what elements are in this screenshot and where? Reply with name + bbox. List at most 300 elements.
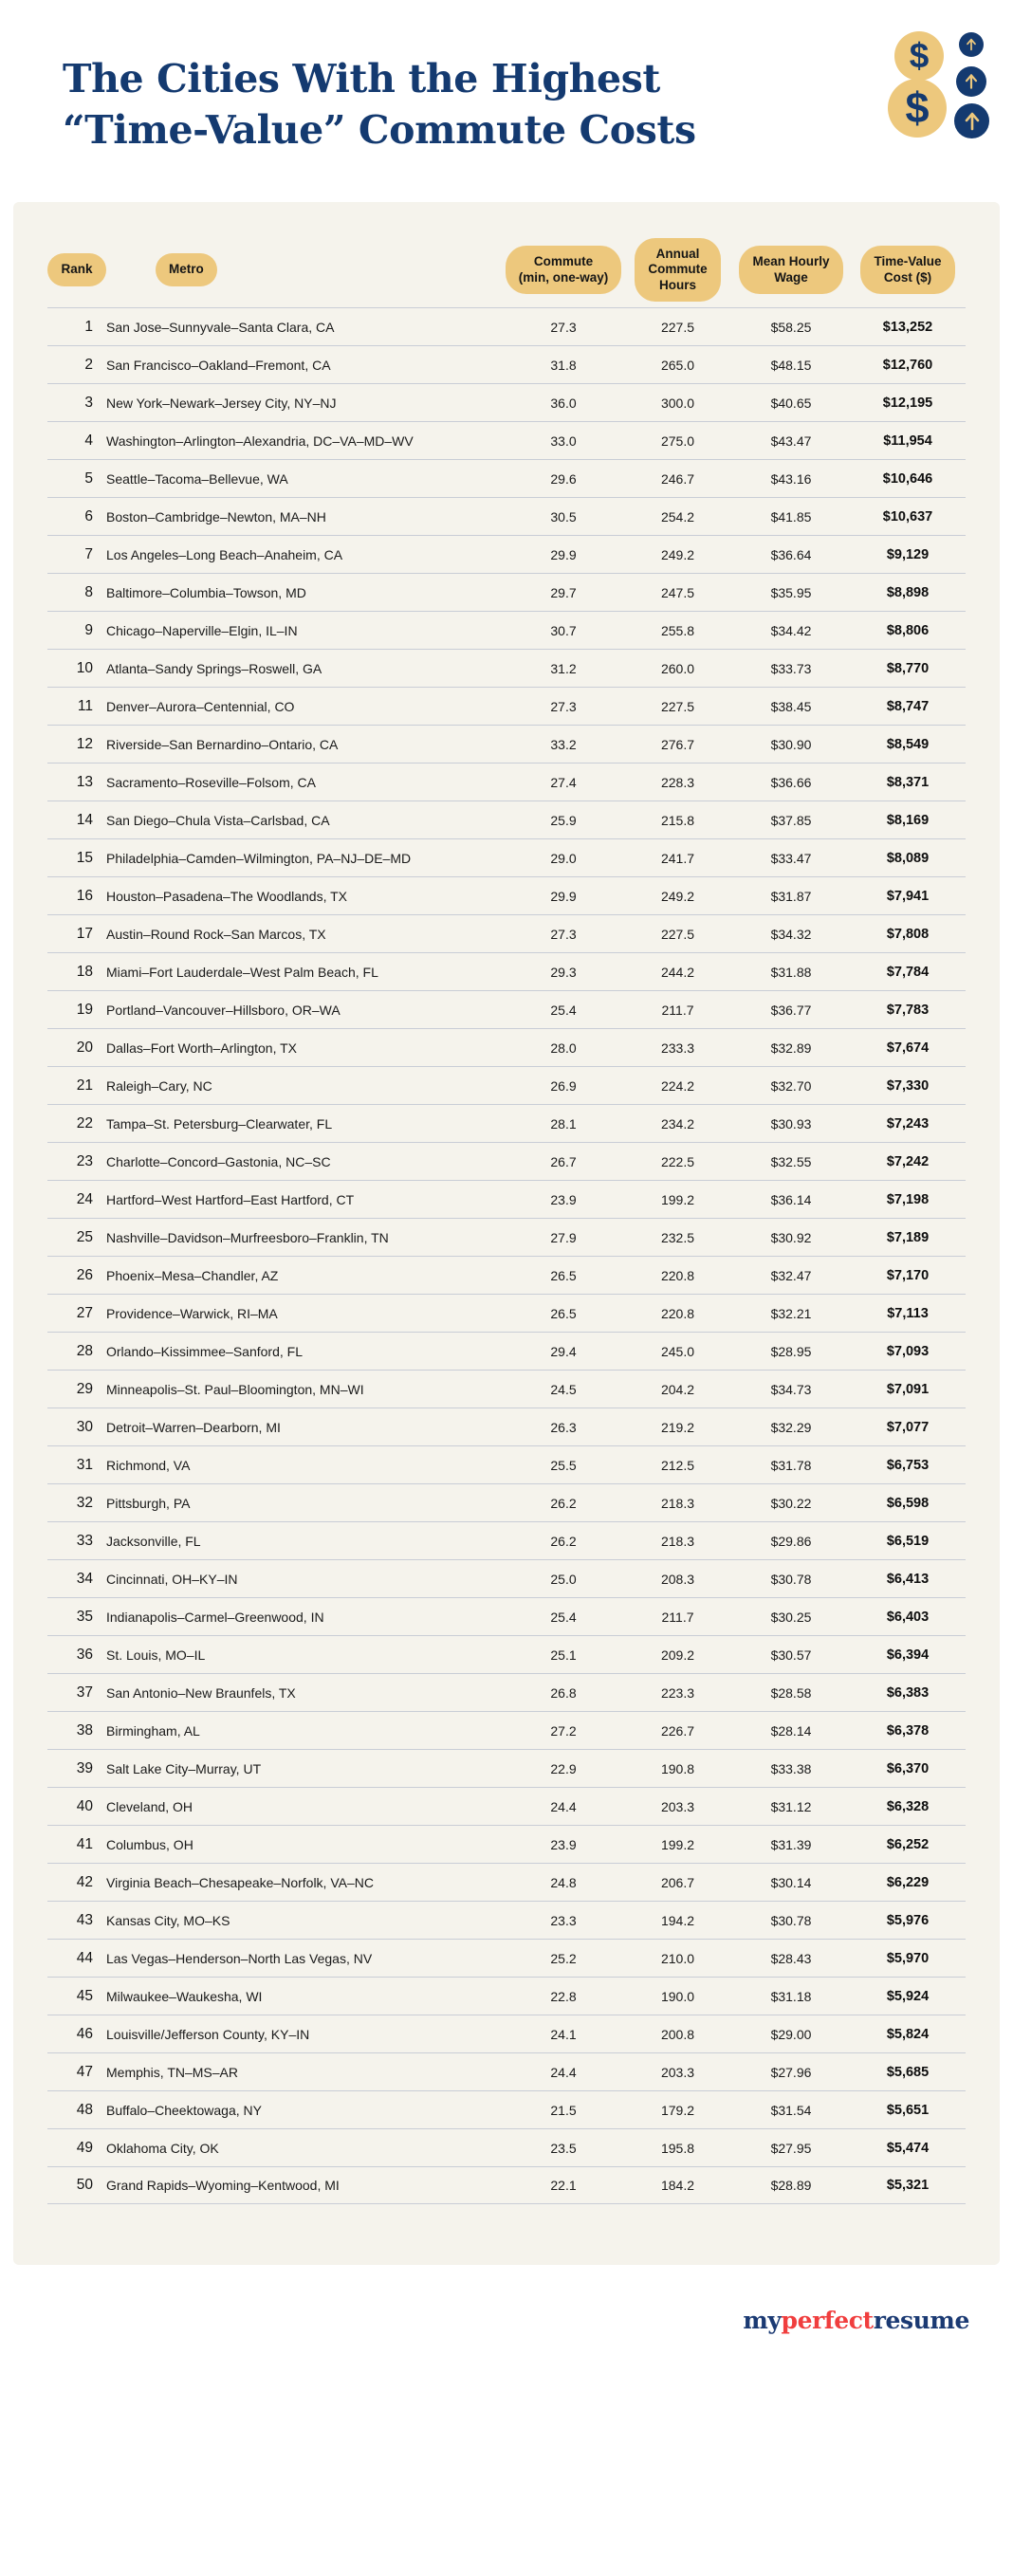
cell-metro: Charlotte–Concord–Gastonia, NC–SC bbox=[106, 1153, 331, 1169]
cell-metro: Milwaukee–Waukesha, WI bbox=[106, 1988, 263, 2004]
cell-commute: 25.5 bbox=[550, 1457, 577, 1473]
table-row bbox=[47, 1597, 966, 1635]
cell-commute: 30.7 bbox=[550, 622, 577, 638]
cell-hours: 218.3 bbox=[660, 1495, 695, 1511]
cell-wage: $32.29 bbox=[770, 1419, 812, 1435]
header bbox=[0, 0, 1013, 202]
cell-metro: Memphis, TN–MS–AR bbox=[106, 2064, 239, 2080]
cell-hours: 204.2 bbox=[660, 1381, 695, 1397]
table-row bbox=[47, 383, 966, 421]
cell-hours: 222.5 bbox=[660, 1153, 695, 1169]
cell-commute: 26.9 bbox=[550, 1077, 577, 1094]
column-header-time-value-cost-label bbox=[874, 254, 941, 285]
title-line-1: The Cities With the Highest bbox=[63, 56, 660, 102]
cell-commute: 27.3 bbox=[550, 319, 577, 335]
table-row bbox=[47, 952, 966, 990]
cell-cost: $7,189 bbox=[886, 1229, 930, 1245]
cell-commute: 26.3 bbox=[550, 1419, 577, 1435]
table-row bbox=[47, 2052, 966, 2090]
cell-hours: 199.2 bbox=[660, 1191, 695, 1207]
cell-rank: 22 bbox=[76, 1114, 93, 1132]
cell-rank: 43 bbox=[76, 1911, 93, 1928]
cell-metro: Pittsburgh, PA bbox=[106, 1495, 191, 1511]
cell-hours: 210.0 bbox=[660, 1950, 695, 1966]
table-row bbox=[47, 2090, 966, 2128]
cell-wage: $34.73 bbox=[770, 1381, 812, 1397]
cell-commute: 23.9 bbox=[550, 1836, 577, 1852]
cell-metro: Salt Lake City–Murray, UT bbox=[106, 1760, 262, 1776]
table-row bbox=[47, 307, 966, 345]
table-row bbox=[47, 421, 966, 459]
cell-metro: Los Angeles–Long Beach–Anaheim, CA bbox=[106, 546, 343, 562]
cell-rank: 2 bbox=[84, 356, 93, 373]
cell-hours: 246.7 bbox=[660, 470, 695, 487]
logo-part-my: my bbox=[743, 2306, 782, 2334]
cell-rank: 4 bbox=[84, 432, 93, 449]
cell-rank: 14 bbox=[76, 811, 93, 828]
cell-commute: 21.5 bbox=[550, 2102, 577, 2118]
cell-hours: 179.2 bbox=[660, 2102, 695, 2118]
cell-cost: $6,229 bbox=[886, 1874, 930, 1890]
cell-commute: 27.2 bbox=[550, 1722, 577, 1739]
cell-wage: $30.92 bbox=[770, 1229, 812, 1245]
commute-line-1: Commute bbox=[533, 254, 594, 269]
dollar-coin-icon: $ bbox=[894, 31, 944, 81]
dollar-coin-icon: $ bbox=[888, 79, 947, 138]
cell-hours: 220.8 bbox=[660, 1267, 695, 1283]
column-header-annual-hours-label bbox=[648, 247, 707, 293]
cell-wage: $28.89 bbox=[770, 2178, 812, 2194]
table-row bbox=[47, 1863, 966, 1901]
cell-hours: 190.0 bbox=[660, 1988, 695, 2004]
cell-wage: $29.86 bbox=[770, 1533, 812, 1549]
table-row bbox=[47, 1559, 966, 1597]
cell-hours: 300.0 bbox=[660, 395, 695, 411]
cell-cost: $10,646 bbox=[882, 470, 933, 487]
column-header-wage bbox=[739, 246, 842, 294]
column-header-wage-wrap bbox=[732, 246, 850, 294]
cell-hours: 203.3 bbox=[660, 2064, 695, 2080]
cell-cost: $7,077 bbox=[886, 1419, 930, 1435]
column-header-metro bbox=[156, 253, 217, 285]
cell-hours: 209.2 bbox=[660, 1647, 695, 1663]
table-card bbox=[13, 202, 1000, 2265]
cell-cost: $13,252 bbox=[882, 319, 933, 335]
cell-wage: $30.57 bbox=[770, 1647, 812, 1663]
cell-commute: 26.2 bbox=[550, 1533, 577, 1549]
cell-wage: $27.96 bbox=[770, 2064, 812, 2080]
cell-commute: 27.9 bbox=[550, 1229, 577, 1245]
cell-commute: 30.5 bbox=[550, 508, 577, 524]
cell-metro: Providence–Warwick, RI–MA bbox=[106, 1305, 278, 1321]
cell-commute: 33.2 bbox=[550, 736, 577, 752]
cell-hours: 212.5 bbox=[660, 1457, 695, 1473]
cell-wage: $32.21 bbox=[770, 1305, 812, 1321]
cell-hours: 195.8 bbox=[660, 2140, 695, 2156]
cell-wage: $58.25 bbox=[770, 319, 812, 335]
cell-metro: Louisville/Jefferson County, KY–IN bbox=[106, 2026, 310, 2042]
annual-line-1: Annual bbox=[655, 247, 700, 261]
cell-hours: 211.7 bbox=[661, 1002, 694, 1018]
cell-rank: 47 bbox=[76, 2063, 93, 2080]
cell-metro: New York–Newark–Jersey City, NY–NJ bbox=[106, 395, 337, 411]
cell-rank: 20 bbox=[76, 1039, 93, 1056]
cell-commute: 24.8 bbox=[550, 1874, 577, 1890]
cell-wage: $31.54 bbox=[770, 2102, 812, 2118]
cell-commute: 29.7 bbox=[550, 584, 577, 600]
cell-rank: 26 bbox=[76, 1266, 93, 1283]
table-row bbox=[47, 1218, 966, 1256]
cell-rank: 39 bbox=[76, 1759, 93, 1776]
cell-cost: $8,371 bbox=[886, 774, 930, 790]
cell-commute: 22.8 bbox=[550, 1988, 577, 2004]
cell-wage: $30.14 bbox=[770, 1874, 812, 1890]
cell-hours: 265.0 bbox=[660, 357, 695, 373]
commute-line-2: (min, one-way) bbox=[518, 269, 609, 285]
table-row bbox=[47, 687, 966, 725]
cell-metro: Riverside–San Bernardino–Ontario, CA bbox=[106, 736, 339, 752]
cell-metro: Indianapolis–Carmel–Greenwood, IN bbox=[106, 1609, 324, 1625]
cell-cost: $8,169 bbox=[886, 812, 930, 828]
cell-wage: $28.95 bbox=[770, 1343, 812, 1359]
table-row bbox=[47, 1673, 966, 1711]
cell-wage: $31.87 bbox=[770, 888, 812, 904]
cell-cost: $7,093 bbox=[886, 1343, 930, 1359]
table-row bbox=[47, 1180, 966, 1218]
cell-metro: Washington–Arlington–Alexandria, DC–VA–MD–WV bbox=[106, 432, 414, 449]
cell-metro: St. Louis, MO–IL bbox=[106, 1647, 206, 1663]
cell-cost: $6,413 bbox=[886, 1571, 930, 1587]
column-header-rank-label: Rank bbox=[61, 262, 93, 277]
cell-hours: 211.7 bbox=[661, 1609, 694, 1625]
cell-hours: 208.3 bbox=[660, 1571, 695, 1587]
cell-cost: $5,321 bbox=[886, 2178, 930, 2194]
table-row bbox=[47, 1749, 966, 1787]
cell-hours: 226.7 bbox=[660, 1722, 695, 1739]
cell-commute: 29.9 bbox=[550, 546, 577, 562]
column-header-commute bbox=[506, 246, 622, 294]
cell-rank: 10 bbox=[76, 659, 93, 676]
table-row bbox=[47, 611, 966, 649]
cell-cost: $7,242 bbox=[886, 1153, 930, 1169]
cell-cost: $6,403 bbox=[886, 1609, 930, 1625]
cell-wage: $28.58 bbox=[770, 1684, 812, 1701]
cell-metro: Miami–Fort Lauderdale–West Palm Beach, FL bbox=[106, 964, 378, 980]
cell-hours: 218.3 bbox=[660, 1533, 695, 1549]
column-header-metro-wrap bbox=[106, 253, 504, 285]
cell-rank: 42 bbox=[76, 1873, 93, 1890]
title-line-2: “Time-Value” Commute Costs bbox=[63, 106, 696, 153]
cell-metro: Houston–Pasadena–The Woodlands, TX bbox=[106, 888, 347, 904]
cell-rank: 16 bbox=[76, 887, 93, 904]
cost-line-2: Cost ($) bbox=[883, 269, 932, 285]
cell-commute: 26.7 bbox=[550, 1153, 577, 1169]
cell-cost: $5,924 bbox=[886, 1988, 930, 2004]
table-row bbox=[47, 990, 966, 1028]
cell-metro: Dallas–Fort Worth–Arlington, TX bbox=[106, 1040, 298, 1056]
cell-wage: $31.12 bbox=[770, 1798, 812, 1814]
cell-cost: $7,170 bbox=[886, 1267, 930, 1283]
cell-hours: 233.3 bbox=[660, 1040, 695, 1056]
cell-metro: Detroit–Warren–Dearborn, MI bbox=[106, 1419, 281, 1435]
cell-rank: 3 bbox=[84, 394, 93, 411]
cell-cost: $8,089 bbox=[886, 850, 930, 866]
table-row bbox=[47, 649, 966, 687]
cell-rank: 40 bbox=[76, 1797, 93, 1814]
cell-wage: $32.89 bbox=[770, 1040, 812, 1056]
cell-wage: $36.77 bbox=[770, 1002, 812, 1018]
cell-metro: Virginia Beach–Chesapeake–Norfolk, VA–NC bbox=[106, 1874, 374, 1890]
cell-hours: 215.8 bbox=[660, 812, 695, 828]
table-row bbox=[47, 497, 966, 535]
arrow-up-icon bbox=[956, 66, 986, 97]
annual-line-2: Commute bbox=[648, 262, 708, 277]
cell-commute: 23.9 bbox=[550, 1191, 577, 1207]
cell-rank: 48 bbox=[76, 2101, 93, 2118]
cell-metro: Tampa–St. Petersburg–Clearwater, FL bbox=[106, 1115, 333, 1132]
cell-commute: 26.8 bbox=[550, 1684, 577, 1701]
cell-commute: 24.1 bbox=[550, 2026, 577, 2042]
table-row bbox=[47, 1711, 966, 1749]
cell-cost: $9,129 bbox=[886, 546, 930, 562]
page-title bbox=[34, 46, 696, 156]
cell-hours: 184.2 bbox=[660, 2178, 695, 2194]
cell-wage: $28.43 bbox=[770, 1950, 812, 1966]
cell-cost: $6,378 bbox=[886, 1722, 930, 1739]
cell-commute: 25.4 bbox=[550, 1002, 577, 1018]
cell-commute: 26.5 bbox=[550, 1305, 577, 1321]
table-row bbox=[47, 1939, 966, 1977]
table-row bbox=[47, 1066, 966, 1104]
cell-commute: 25.4 bbox=[550, 1609, 577, 1625]
cell-rank: 8 bbox=[84, 583, 93, 600]
cell-commute: 27.3 bbox=[550, 926, 577, 942]
table-row bbox=[47, 1445, 966, 1483]
table-row bbox=[47, 1977, 966, 2015]
table-row bbox=[47, 1787, 966, 1825]
table-row bbox=[47, 573, 966, 611]
cell-cost: $7,941 bbox=[886, 888, 930, 904]
cell-cost: $7,808 bbox=[886, 926, 930, 942]
cell-cost: $6,252 bbox=[886, 1836, 930, 1852]
cell-rank: 21 bbox=[76, 1076, 93, 1094]
cell-rank: 25 bbox=[76, 1228, 93, 1245]
table-row bbox=[47, 1521, 966, 1559]
cell-metro: Phoenix–Mesa–Chandler, AZ bbox=[106, 1267, 279, 1283]
table-row bbox=[47, 763, 966, 800]
cell-hours: 232.5 bbox=[660, 1229, 695, 1245]
cell-hours: 199.2 bbox=[660, 1836, 695, 1852]
cell-metro: San Francisco–Oakland–Fremont, CA bbox=[106, 357, 331, 373]
cell-metro: Jacksonville, FL bbox=[106, 1533, 201, 1549]
cell-rank: 49 bbox=[76, 2139, 93, 2156]
cell-cost: $11,954 bbox=[883, 432, 932, 449]
cell-wage: $33.47 bbox=[770, 850, 812, 866]
cell-wage: $30.93 bbox=[770, 1115, 812, 1132]
cell-hours: 255.8 bbox=[660, 622, 695, 638]
cell-rank: 12 bbox=[76, 735, 93, 752]
cell-rank: 6 bbox=[84, 507, 93, 524]
cell-rank: 36 bbox=[76, 1646, 93, 1663]
cell-rank: 46 bbox=[76, 2025, 93, 2042]
table-row bbox=[47, 800, 966, 838]
cell-cost: $8,747 bbox=[886, 698, 930, 714]
cell-hours: 234.2 bbox=[660, 1115, 695, 1132]
cell-hours: 224.2 bbox=[660, 1077, 695, 1094]
cell-wage: $36.64 bbox=[770, 546, 812, 562]
cell-metro: Chicago–Naperville–Elgin, IL–IN bbox=[106, 622, 298, 638]
table-row bbox=[47, 1294, 966, 1332]
cell-metro: Richmond, VA bbox=[106, 1457, 191, 1473]
cell-hours: 228.3 bbox=[660, 774, 695, 790]
cell-cost: $6,383 bbox=[886, 1684, 930, 1701]
cell-metro: Austin–Round Rock–San Marcos, TX bbox=[106, 926, 326, 942]
cell-rank: 7 bbox=[84, 545, 93, 562]
cell-commute: 26.2 bbox=[550, 1495, 577, 1511]
cell-wage: $32.70 bbox=[770, 1077, 812, 1094]
table-row bbox=[47, 914, 966, 952]
cell-commute: 23.5 bbox=[550, 2140, 577, 2156]
cell-metro: Kansas City, MO–KS bbox=[106, 1912, 230, 1928]
cell-rank: 34 bbox=[76, 1570, 93, 1587]
wage-line-2: Wage bbox=[774, 269, 808, 285]
cell-hours: 200.8 bbox=[660, 2026, 695, 2042]
cell-commute: 29.9 bbox=[550, 888, 577, 904]
cell-commute: 29.3 bbox=[550, 964, 577, 980]
cell-rank: 32 bbox=[76, 1494, 93, 1511]
table-row bbox=[47, 838, 966, 876]
cell-cost: $12,760 bbox=[882, 357, 933, 373]
cell-wage: $48.15 bbox=[770, 357, 812, 373]
cell-cost: $7,091 bbox=[886, 1381, 930, 1397]
cell-metro: Hartford–West Hartford–East Hartford, CT bbox=[106, 1191, 355, 1207]
cell-hours: 254.2 bbox=[660, 508, 695, 524]
cell-cost: $6,370 bbox=[886, 1760, 930, 1776]
cell-cost: $8,770 bbox=[886, 660, 930, 676]
cell-rank: 19 bbox=[76, 1001, 93, 1018]
cell-wage: $34.42 bbox=[770, 622, 812, 638]
cell-commute: 22.1 bbox=[550, 2178, 577, 2194]
cell-wage: $32.47 bbox=[770, 1267, 812, 1283]
cell-wage: $40.65 bbox=[770, 395, 812, 411]
cell-commute: 33.0 bbox=[550, 432, 577, 449]
column-header-commute-wrap bbox=[504, 246, 623, 294]
cell-wage: $36.14 bbox=[770, 1191, 812, 1207]
table-row bbox=[47, 1104, 966, 1142]
cell-rank: 31 bbox=[76, 1456, 93, 1473]
column-header-metro-label: Metro bbox=[169, 262, 204, 277]
cell-hours: 245.0 bbox=[660, 1343, 695, 1359]
cell-wage: $28.14 bbox=[770, 1722, 812, 1739]
table-body bbox=[13, 307, 1000, 2204]
cell-cost: $6,598 bbox=[886, 1495, 930, 1511]
cell-wage: $35.95 bbox=[770, 584, 812, 600]
cell-commute: 24.5 bbox=[550, 1381, 577, 1397]
column-header-rank-wrap bbox=[47, 253, 106, 285]
table-row bbox=[47, 1825, 966, 1863]
arrow-up-icon bbox=[954, 103, 989, 138]
cell-cost: $10,637 bbox=[882, 508, 933, 524]
cell-hours: 227.5 bbox=[660, 319, 695, 335]
cell-rank: 28 bbox=[76, 1342, 93, 1359]
myperfectresume-logo[interactable] bbox=[743, 2307, 969, 2334]
cell-metro: Orlando–Kissimmee–Sanford, FL bbox=[106, 1343, 303, 1359]
cell-cost: $6,328 bbox=[886, 1798, 930, 1814]
cell-commute: 27.4 bbox=[550, 774, 577, 790]
cell-commute: 23.3 bbox=[550, 1912, 577, 1928]
cell-wage: $29.00 bbox=[770, 2026, 812, 2042]
cell-hours: 219.2 bbox=[660, 1419, 695, 1435]
cell-cost: $5,970 bbox=[886, 1950, 930, 1966]
cell-wage: $27.95 bbox=[770, 2140, 812, 2156]
cell-cost: $6,394 bbox=[886, 1647, 930, 1663]
cell-commute: 24.4 bbox=[550, 1798, 577, 1814]
cell-commute: 28.1 bbox=[550, 1115, 577, 1132]
cell-cost: $6,519 bbox=[886, 1533, 930, 1549]
cell-rank: 5 bbox=[84, 469, 93, 487]
cell-rank: 35 bbox=[76, 1608, 93, 1625]
table-row bbox=[47, 459, 966, 497]
table-row bbox=[47, 535, 966, 573]
cell-wage: $33.38 bbox=[770, 1760, 812, 1776]
column-header-time-value-cost-wrap bbox=[850, 246, 966, 294]
column-header-annual-hours-wrap bbox=[623, 238, 732, 302]
cell-commute: 29.4 bbox=[550, 1343, 577, 1359]
cell-metro: Columbus, OH bbox=[106, 1836, 193, 1852]
cell-rank: 38 bbox=[76, 1721, 93, 1739]
column-header-wage-label bbox=[752, 254, 829, 285]
table-row bbox=[47, 1370, 966, 1408]
cell-rank: 18 bbox=[76, 963, 93, 980]
cell-hours: 276.7 bbox=[660, 736, 695, 752]
cell-cost: $7,243 bbox=[886, 1115, 930, 1132]
cell-wage: $43.16 bbox=[770, 470, 812, 487]
table-row bbox=[47, 1142, 966, 1180]
table-row bbox=[47, 1635, 966, 1673]
cell-rank: 45 bbox=[76, 1987, 93, 2004]
cell-commute: 27.3 bbox=[550, 698, 577, 714]
cell-wage: $41.85 bbox=[770, 508, 812, 524]
cell-metro: Atlanta–Sandy Springs–Roswell, GA bbox=[106, 660, 322, 676]
table-row bbox=[47, 1901, 966, 1939]
cell-hours: 206.7 bbox=[660, 1874, 695, 1890]
cell-metro: San Diego–Chula Vista–Carlsbad, CA bbox=[106, 812, 330, 828]
cell-wage: $34.32 bbox=[770, 926, 812, 942]
cell-metro: San Jose–Sunnyvale–Santa Clara, CA bbox=[106, 319, 335, 335]
cell-cost: $8,549 bbox=[886, 736, 930, 752]
annual-line-3: Hours bbox=[658, 277, 696, 292]
cost-line-1: Time-Value bbox=[874, 254, 942, 269]
table-row bbox=[47, 1028, 966, 1066]
table-row bbox=[47, 1332, 966, 1370]
cell-metro: Portland–Vancouver–Hillsboro, OR–WA bbox=[106, 1002, 341, 1018]
cell-metro: San Antonio–New Braunfels, TX bbox=[106, 1684, 296, 1701]
column-header-time-value-cost bbox=[860, 246, 954, 294]
footer bbox=[0, 2265, 1013, 2375]
cell-commute: 31.8 bbox=[550, 357, 577, 373]
cell-rank: 33 bbox=[76, 1532, 93, 1549]
cell-rank: 27 bbox=[76, 1304, 93, 1321]
cell-wage: $33.73 bbox=[770, 660, 812, 676]
cell-hours: 244.2 bbox=[660, 964, 695, 980]
cell-metro: Nashville–Davidson–Murfreesboro–Franklin, TN bbox=[106, 1229, 389, 1245]
cell-commute: 28.0 bbox=[550, 1040, 577, 1056]
cell-hours: 223.3 bbox=[660, 1684, 695, 1701]
cell-cost: $7,330 bbox=[886, 1077, 930, 1094]
cell-cost: $5,824 bbox=[886, 2026, 930, 2042]
cell-metro: Grand Rapids–Wyoming–Kentwood, MI bbox=[106, 2178, 340, 2194]
table-row bbox=[47, 1408, 966, 1445]
